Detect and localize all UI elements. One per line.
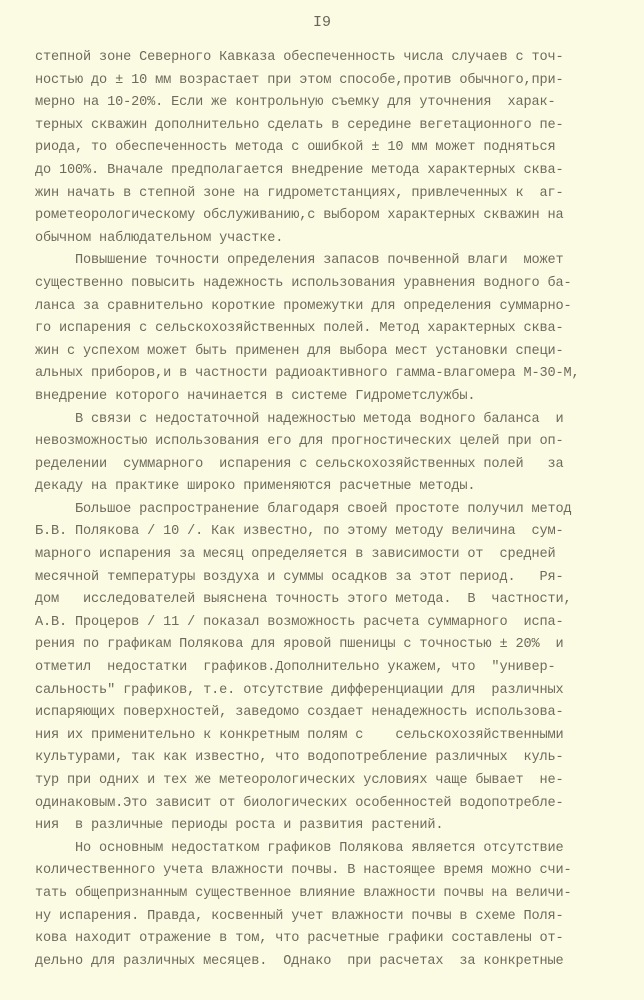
text-line: тать общепризнанным существенное влияние влажности почвы на величи- bbox=[35, 885, 572, 901]
text-line: терных скважин дополнительно сделать в середине вегетационного пе- bbox=[35, 117, 564, 133]
text-line: одинаковым.Это зависит от биологических особенностей водопотребле- bbox=[35, 795, 564, 811]
text-line: ностью до ± 10 мм возрастает при этом способе,против обычного,при- bbox=[35, 72, 564, 88]
text-line: Б.В. Полякова / 10 /. Как известно, по этому методу величина сум- bbox=[35, 524, 564, 540]
text-line: рометеорологическому обслуживанию,с выбором характерных скважин на bbox=[35, 208, 564, 224]
page-number: I9 bbox=[312, 14, 331, 31]
text-line: до 100%. Вначале предполагается внедрение метода характерных сква- bbox=[35, 162, 564, 178]
text-line: внедрение которого начинается в системе Гидрометслужбы. bbox=[35, 388, 476, 404]
text-line: отметил недостатки графиков.Дополнительно укажем, что "универ- bbox=[35, 660, 556, 676]
text-line: месячной температуры воздуха и суммы осадков за этот период. Ря- bbox=[35, 569, 564, 585]
text-line: испаряющих поверхностей, заведомо создает ненадежность использова- bbox=[35, 705, 564, 721]
text-line: культурами, так как известно, что водопотребление различных куль- bbox=[35, 750, 564, 766]
paragraph-start-line: Но основным недостатком графиков Полякова является отсутствие bbox=[35, 840, 564, 856]
text-line: го испарения с сельскохозяйственных полей. Метод характерных сква- bbox=[35, 321, 564, 337]
text-line: мерно на 10-20%. Если же контрольную съемку для уточнения харак- bbox=[35, 95, 556, 111]
text-line: степной зоне Северного Кавказа обеспеченность числа случаев с точ- bbox=[35, 50, 564, 65]
text-line: ланса за сравнительно короткие промежутки для определения суммарно- bbox=[35, 298, 572, 314]
text-line: А.В. Процеров / 11 / показал возможность расчета суммарного испа- bbox=[35, 614, 564, 630]
text-line: жин с успехом может быть применен для выбора мест установки специ- bbox=[35, 343, 564, 359]
text-line: обычном наблюдательном участке. bbox=[35, 230, 284, 246]
document-body bbox=[35, 47, 625, 973]
text-line: существенно повысить надежность использования уравнения водного ба- bbox=[35, 275, 572, 291]
paragraph-start-line: В связи с недостаточной надежностью метода водного баланса и bbox=[35, 411, 564, 427]
text-line: количественного учета влажности почвы. В настоящее время можно счи- bbox=[35, 863, 572, 879]
text-line: марного испарения за месяц определяется в зависимости от средней bbox=[35, 547, 556, 563]
text-line: кова находит отражение в том, что расчетные графики составлены от- bbox=[35, 931, 564, 947]
text-line: дом исследователей выяснена точность этого метода. В частности, bbox=[35, 592, 572, 608]
paragraph-start-line: Повышение точности определения запасов почвенной влаги может bbox=[35, 253, 564, 269]
text-line: сальность" графиков, т.е. отсутствие дифференциации для различных bbox=[35, 682, 564, 698]
text-line: альных приборов,и в частности радиоактивного гамма-влагомера М-30-М, bbox=[35, 366, 580, 382]
text-line: жин начать в степной зоне на гидрометстанциях, привлеченных к аг- bbox=[35, 185, 564, 201]
text-line: ределении суммарного испарения с сельскохозяйственных полей за bbox=[35, 456, 564, 472]
text-line: дельно для различных месяцев. Однако при расчетах за конкретные bbox=[35, 953, 564, 969]
paragraph-start-line: Большое распространение благодаря своей простоте получил метод bbox=[35, 501, 572, 517]
text-line: ну испарения. Правда, косвенный учет влажности почвы в схеме Поля- bbox=[35, 908, 564, 924]
text-line: декаду на практике широко применяются расчетные методы. bbox=[35, 479, 476, 495]
text-line: тур при одних и тех же метеорологических условиях чаще бывает не- bbox=[35, 773, 564, 788]
text-line: рения по графикам Полякова для яровой пшеницы с точностью ± 20% и bbox=[35, 637, 564, 653]
text-line: невозможностью использования его для прогностических целей при оп- bbox=[35, 434, 564, 450]
text-line: ния их применительно к конкретным полям с сельскохозяйственными bbox=[35, 727, 564, 743]
text-line: ния в различные периоды роста и развития растений. bbox=[35, 818, 444, 834]
text-line: риода, то обеспеченность метода с ошибкой ± 10 мм может подняться bbox=[35, 140, 556, 156]
